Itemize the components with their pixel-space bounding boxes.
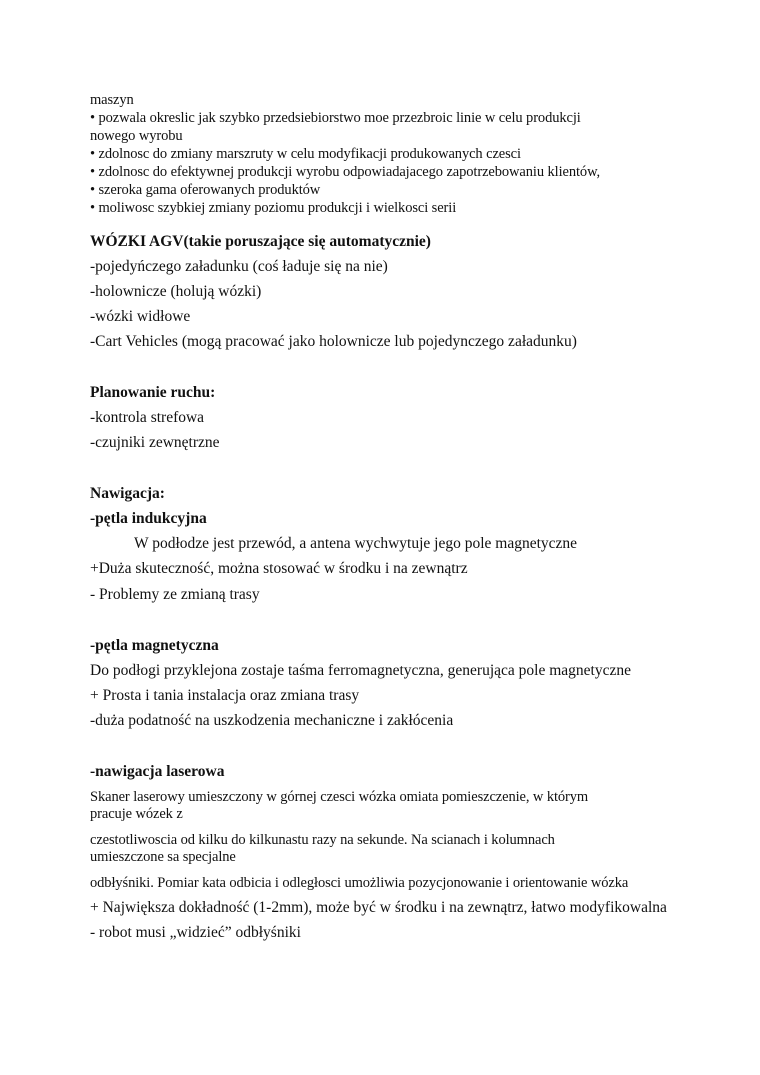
laser-line: Skaner laserowy umieszczony w górnej czesci wózka omiata pomieszczenie, w którym (90, 789, 589, 805)
intro-bullet: • moliwosc szybkiej zmiany poziomu produkcji i wielkosci serii (90, 200, 457, 216)
magnetic-advantage: + Prosta i tania instalacja oraz zmiana trasy (90, 687, 360, 704)
inductive-disadvantage: - Problemy ze zmianą trasy (90, 586, 260, 603)
laser-heading: -nawigacja laserowa (90, 763, 225, 780)
magnetic-disadvantage: -duża podatność na uszkodzenia mechaniczne i zakłócenia (90, 712, 454, 729)
agv-heading: WÓZKI AGV(takie poruszające się automatycznie) (90, 233, 431, 250)
laser-line: odbłyśniki. Pomiar kata odbicia i odległosci umożliwia pozycjonowanie i orientowanie wózka (90, 875, 629, 891)
intro-bullet: • pozwala okreslic jak szybko przedsiebiorstwo moe przezbroic linie w celu produkcji (90, 110, 581, 126)
intro-bullet: • zdolnosc do efektywnej produkcji wyrobu odpowiadajacego zapotrzebowaniu klientów, (90, 164, 601, 180)
inductive-advantage: +Duża skuteczność, można stosować w środku i na zewnątrz (90, 560, 468, 577)
intro-bullet: • zdolnosc do zmiany marszruty w celu modyfikacji produkowanych czesci (90, 146, 521, 162)
laser-line: umieszczone sa specjalne (90, 849, 236, 865)
agv-item: -holownicze (holują wózki) (90, 283, 262, 300)
agv-item: -pojedyńczego załadunku (coś ładuje się na nie) (90, 258, 388, 275)
motion-heading: Planowanie ruchu: (90, 384, 216, 401)
agv-item: -wózki widłowe (90, 308, 191, 325)
laser-line: pracuje wózek z (90, 806, 183, 822)
motion-item: -kontrola strefowa (90, 409, 205, 426)
navigation-heading: Nawigacja: (90, 485, 165, 502)
agv-item: -Cart Vehicles (mogą pracować jako holownicze lub pojedynczego załadunku) (90, 333, 577, 350)
laser-disadvantage: - robot musi „widzieć” odbłyśniki (90, 924, 301, 941)
inductive-description: W podłodze jest przewód, a antena wychwytuje jego pole magnetyczne (134, 535, 578, 552)
inductive-heading: -pętla indukcyjna (90, 510, 207, 527)
magnetic-heading: -pętla magnetyczna (90, 637, 219, 654)
intro-bullet: • szeroka gama oferowanych produktów (90, 182, 321, 198)
intro-line: maszyn (90, 92, 134, 108)
laser-line: czestotliwoscia od kilku do kilkunastu razy na sekunde. Na scianach i kolumnach (90, 832, 555, 848)
laser-advantage: + Największa dokładność (1-2mm), może być w środku i na zewnątrz, łatwo modyfikowalna (90, 899, 667, 916)
magnetic-description: Do podłogi przyklejona zostaje taśma ferromagnetyczna, generująca pole magnetyczne (90, 662, 631, 679)
motion-item: -czujniki zewnętrzne (90, 434, 220, 451)
intro-line: nowego wyrobu (90, 128, 183, 144)
